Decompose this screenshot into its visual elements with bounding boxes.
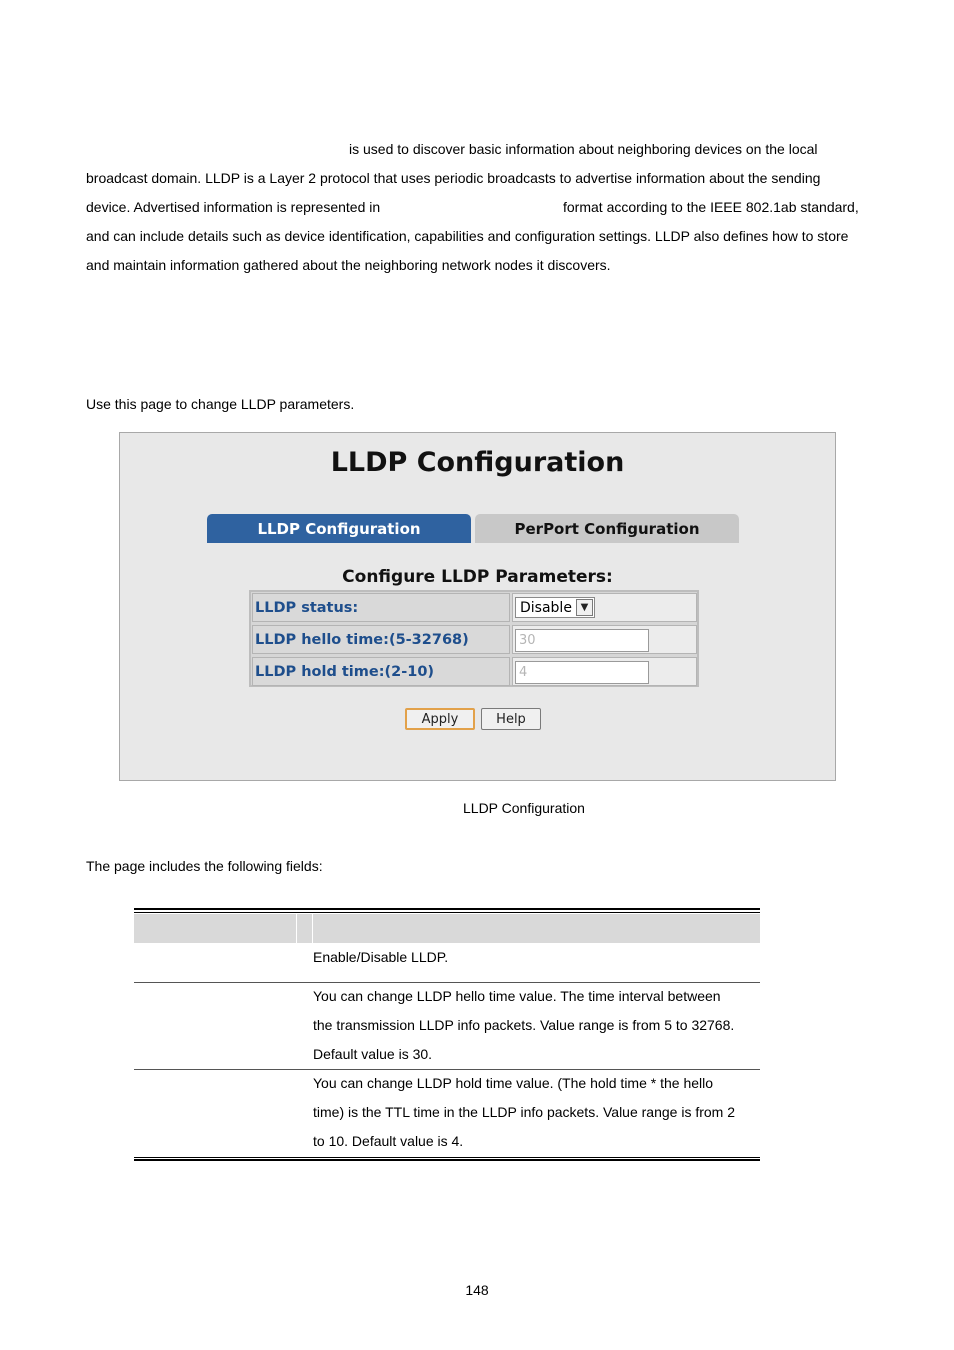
intro-line: is used to discover basic information about neighboring devices on the local [349, 141, 818, 157]
table-bottom-rule-thin [134, 1157, 760, 1158]
param-value-cell [512, 657, 697, 686]
header-divider [296, 914, 297, 943]
table-row-description: You can change LLDP hold time value. (The hold time * the hello [313, 1075, 714, 1091]
lldp-config-screenshot [119, 432, 836, 781]
section-title: Configure LLDP Parameters: [342, 567, 613, 587]
hold-time-input[interactable]: 4 [515, 661, 649, 684]
table-row-description: time) is the TTL time in the LLDP info packets. Value range is from 2 [313, 1104, 736, 1120]
table-row-description: Enable/Disable LLDP. [313, 949, 449, 965]
table-row-description: You can change LLDP hello time value. The time interval between [313, 988, 721, 1004]
select-value: Disable [520, 599, 572, 616]
header-divider [312, 914, 313, 943]
help-button[interactable]: Help [481, 708, 541, 730]
intro-line: broadcast domain. LLDP is a Layer 2 protocol that uses periodic broadcasts to advertise information about the sending [86, 170, 821, 186]
table-top-rule [134, 908, 760, 910]
parameters-table [249, 590, 699, 687]
table-row-description: to 10. Default value is 4. [313, 1133, 464, 1149]
chevron-down-icon[interactable]: ▼ [576, 599, 593, 616]
param-row-hello-time [251, 624, 697, 655]
intro-line: device. Advertised information is represented in [86, 199, 381, 215]
param-value-cell [512, 625, 697, 654]
lldp-status-select[interactable] [515, 597, 595, 618]
param-row-hold-time [251, 656, 697, 687]
tab-perport-configuration[interactable]: PerPort Configuration [475, 514, 739, 543]
param-label: LLDP status: [252, 593, 510, 622]
panel-title: LLDP Configuration [330, 447, 625, 478]
figure-caption: LLDP Configuration [463, 800, 585, 816]
table-top-rule-thin [134, 912, 760, 913]
intro-line: and maintain information gathered about the neighboring network nodes it discovers. [86, 257, 611, 273]
param-label: LLDP hold time:(2-10) [252, 657, 510, 686]
param-label: LLDP hello time:(5-32768) [252, 625, 510, 654]
table-header [134, 914, 760, 943]
hello-time-input[interactable]: 30 [515, 629, 649, 652]
page-number: 148 [465, 1282, 489, 1298]
tab-lldp-configuration[interactable]: LLDP Configuration [207, 514, 471, 543]
param-value-cell [512, 593, 697, 622]
table-row-description: Default value is 30. [313, 1046, 433, 1062]
use-page-text: Use this page to change LLDP parameters. [86, 396, 355, 412]
apply-button[interactable]: Apply [405, 708, 475, 730]
table-bottom-rule [134, 1159, 760, 1161]
intro-line: format according to the IEEE 802.1ab standard, [563, 199, 859, 215]
fields-intro: The page includes the following fields: [86, 858, 323, 874]
intro-line: and can include details such as device identification, capabilities and configuration settings. LLDP also defines how to store [86, 228, 849, 244]
table-row-description: the transmission LLDP info packets. Value range is from 5 to 32768. [313, 1017, 735, 1033]
param-row-status [251, 592, 697, 623]
